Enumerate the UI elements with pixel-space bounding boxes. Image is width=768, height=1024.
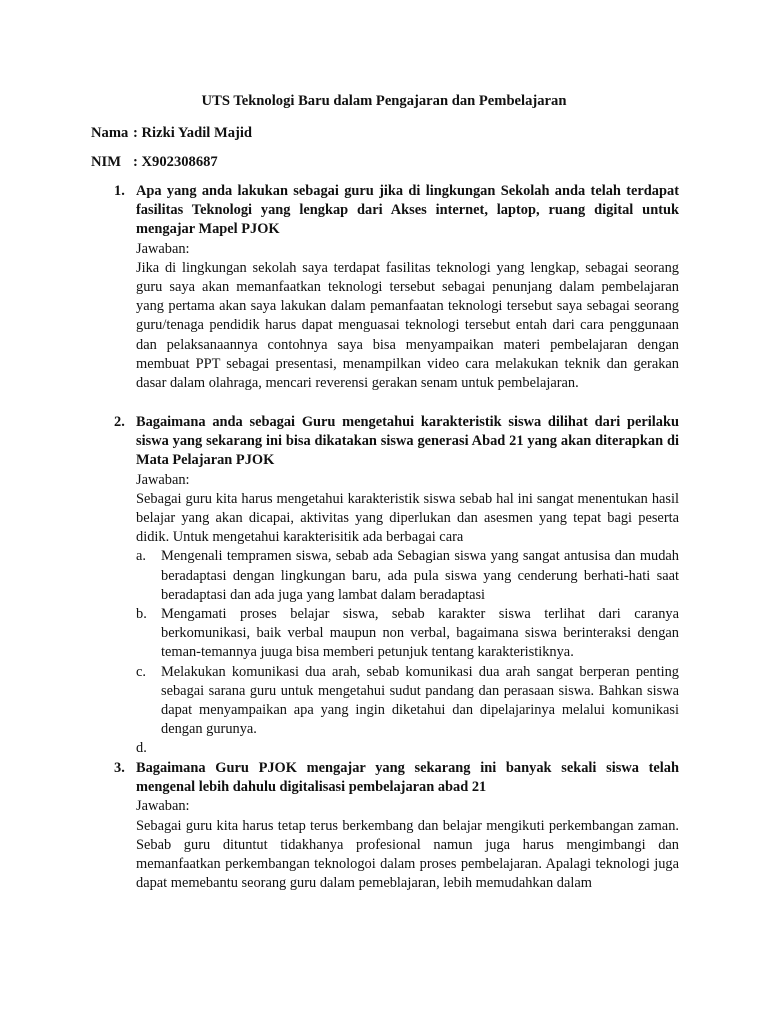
list-item [136,547,679,605]
list-item-text: Mengenali tempramen siswa, sebab ada Sebagian siswa yang sangat antusisa dan mudah beradaptasi dengan lingkungan baru, ada pula siswa yang cenderung berhati-hati saat beradaptasi dan ada juga yang lambat dalam beradaptasi [161,548,679,603]
name-label: Nama [91,125,129,141]
question-number: 3. [114,760,125,776]
question-text: Bagaimana anda sebagai Guru mengetahui karakteristik siswa dilihat dari perilaku siswa yang sekarang ini bisa dikatakan siswa generasi Abad 21 yang akan diterapkan di Mata Pelajaran PJOK [136,414,679,469]
list-item [136,605,679,663]
list-item-letter: b. [136,606,147,623]
question-number: 2. [114,414,125,430]
list-item-letter: d. [136,740,147,757]
question-text: Bagaimana Guru PJOK mengajar yang sekarang ini banyak sekali siswa telah mengenal lebih dahulu digitalisasi pembelajaran abad 21 [136,760,679,796]
answer-label: Jawaban: [136,240,190,257]
question-text: Apa yang anda lakukan sebagai guru jika di lingkungan Sekolah anda telah terdapat fasilitas Teknologi yang lengkap dari Akses internet, laptop, ruang digital untuk mengajar Mapel PJOK [136,183,679,238]
question-number: 1. [114,183,125,199]
question-3 [114,759,679,893]
answer-text: Sebagai guru kita harus mengetahui karakteristik siswa sebab hal ini sangat menentukan hasil belajar yang akan dicapai, aktivitas yang diperlukan dan asesmen yang tepat bagi peserta didik. Untuk mengetahui karakterisitik ada berbagai cara [136,490,679,546]
answer-text: Jika di lingkungan sekolah saya terdapat fasilitas teknologi yang lengkap, sebagai seorang guru saya akan memanfaatkan teknologi tersebut sebagai penunjang dalam pembelajaran yang pertama akan saya lakukan dalam pemanfaatan teknologi tersebut saya sebagai seorang guru/tenaga pendidik harus dapat menguasai teknologi tersebut entah dari cara penggunaan dan pelaksanaannya contohnya saya bisa menyampaikan materi pembelajaran dengan membuat PPT sebagai presentasi, menampilkan video cara melakukan teknik dan gerakan dasar dalam olahraga, mencari reverensi gerakan senam untuk pembelajaran. [136,259,679,392]
list-item [136,663,679,740]
list-item-text: Mengamati proses belajar siswa, sebab karakter siswa terlihat dari caranya berkomunikasi, baik verbal maupun non verbal, bagaimana siswa berinteraksi dengan teman-temannya juuga bisa memberi petunjuk tentang karakteristiknya. [161,606,679,661]
name-row [91,124,252,143]
list-item-text: Melakukan komunikasi dua arah, sebab komunikasi dua arah sangat berperan penting sebagai sarana guru untuk mengetahui sudut pandang dan perasaan siswa. Bahkan siswa dapat menyampaikan apa yang ingin diketahui dan dipelajarinya melalui komunikasi dengan gurunya. [161,663,679,738]
document-title: UTS Teknologi Baru dalam Pengajaran dan Pembelajaran [201,93,567,109]
list-item-letter: a. [136,548,146,565]
list-item-letter: c. [136,663,146,680]
nim-label: NIM [91,154,121,170]
question-1 [114,182,679,393]
answer-list [136,547,679,758]
name-value: : Rizki Yadil Majid [133,125,253,141]
answer-label: Jawaban: [136,471,190,488]
answer-label: Jawaban: [136,798,190,815]
question-2 [114,413,679,759]
answer-text: Sebagai guru kita harus tetap terus berkembang dan belajar mengikuti perkembangan zaman. Sebab guru dituntut tidakhanya profesional namun juga harus mengimbangi dan memanfaatkan perkembangan teknologoi dalam proses pembelajaran. Apalagi teknologi juga dapat memebantu seorang guru dalam pemeblajaran, lebih memudahkan dalam [136,817,679,892]
list-item [136,739,679,758]
nim-row [91,153,218,172]
nim-value: : X902308687 [133,154,218,170]
